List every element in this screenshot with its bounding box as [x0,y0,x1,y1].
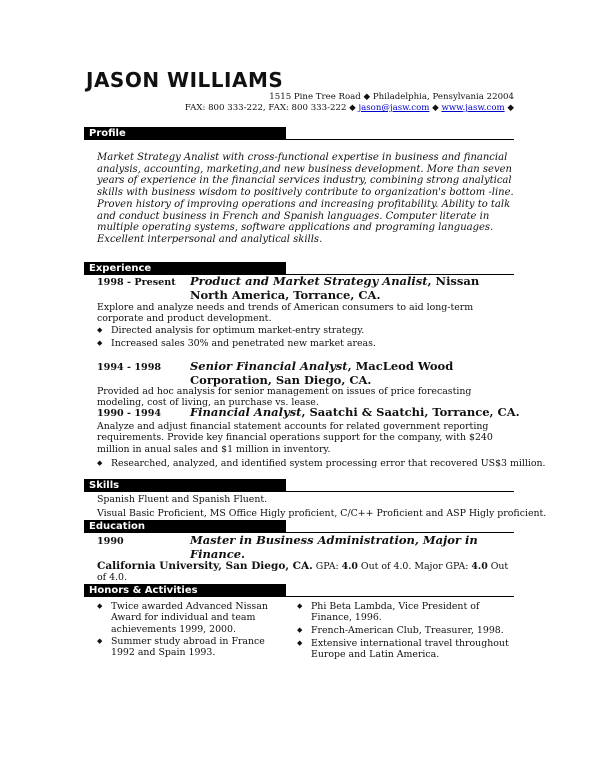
gpa-value: 4.0 [341,561,358,572]
job-description: Explore and analyze needs and trends of American consumers to aid long-term corporate and product development. [97,302,474,325]
contact-fax: FAX: 800 333-222, FAX: 800 333-222 ◆ [184,103,356,113]
job-heading [190,275,520,302]
job-heading [190,360,520,387]
job-company: , Saatchi & Saatchi, Torrance, CA. [301,405,520,419]
education-date: 1990 [97,536,124,547]
bullet-icon: ◆ [97,459,103,467]
section-header-honors [84,584,514,597]
job-date: 1998 - Present [97,277,176,288]
section-title: Skills [84,479,286,492]
skill-item: Spanish Fluent and Spanish Fluent. [97,494,268,505]
education-school: California University, San Diego, CA. [97,560,313,572]
section-header-skills [84,479,514,492]
website-link[interactable]: www.jasw.com [441,103,505,113]
bullet-icon: ◆ [97,326,103,334]
bullet-icon: ◆ [297,639,303,647]
education-degree: Master in Business Administration, Major in Finance. [190,533,478,561]
section-title: Education [84,520,286,533]
bullet-icon: ◆ [97,602,103,610]
job-company: , MacLeod Wood Corporation, San Diego, CA. [190,359,454,387]
profile-text: Market Strategy Analist with cross-functional expertise in business and financial analysis, accounting, marketing,and new business development. More than seven years of experience in the financial services industry, combining strong analytical skills with business wisdom to positively contribute to organization's bottom -line. Proven history of improving operations and increasing profitability. Ability to talk and conduct business in French and Spanish languages. Computer literate in multiple operating systems, software applications and programing languages. Excellent interpersonal and analytical skills. [97,152,514,245]
list-item: ◆ Extensive international travel throughout Europe and Latin America. [297,638,509,661]
job-date: 1994 - 1998 [97,362,162,373]
resume-name: JASON WILLIAMS [86,68,284,92]
job-heading [190,406,520,420]
list-item: ◆ French-American Club, Treasurer, 1998. [297,625,504,636]
bullet-icon: ◆ [97,339,103,347]
job-description: Provided ad hoc analysis for senior management on issues of price forecasting modeling, cost of living, an purchase vs. lease. [97,386,472,409]
contact-separator: ◆ [432,103,439,113]
bullet-icon: ◆ [97,637,103,645]
job-title: Senior Financial Analyst [190,359,348,373]
section-title: Honors & Activities [84,584,286,597]
education-school-line: California University, San Diego, CA. GPA: 4.0 Out of 4.0. Major GPA: 4.0 Out of 4.0. [97,560,509,584]
bullet-icon: ◆ [297,602,303,610]
job-title: Financial Analyst [190,405,302,419]
contact-separator: ◆ [507,103,514,113]
list-item: ◆ Twice awarded Advanced Nissan Award for individual and team achievements 1999, 2000. [97,601,268,635]
bullet-icon: ◆ [297,626,303,634]
section-title: Experience [84,262,286,275]
list-item: ◆ Summer study abroad in France 1992 and Spain 1993. [97,636,265,659]
job-company: , Nissan North America, Torrance, CA. [190,274,480,302]
section-title: Profile [84,127,286,140]
skill-item: Visual Basic Proficient, MS Office Higly proficient, C/C++ Proficient and ASP Higly proficient. [97,508,547,519]
contact-address: 1515 Pine Tree Road ◆ Philadelphia, Pensylvania 22004 [269,92,514,102]
contact-line2 [185,103,514,113]
job-date: 1990 - 1994 [97,408,162,419]
list-item: ◆ Phi Beta Lambda, Vice President of Finance, 1996. [297,601,480,624]
job-title: Product and Market Strategy Analist [190,274,428,288]
section-header-education [84,520,514,533]
section-header-profile [84,127,514,140]
job-description: Analyze and adjust financial statement accounts for related government reporting requirements. Provide key financial operations support for the company, with $240 million in anual sales and $1 million in inventory. [97,421,493,455]
email-link[interactable]: jason@jasw.com [358,103,430,113]
major-gpa-value: 4.0 [471,561,488,572]
